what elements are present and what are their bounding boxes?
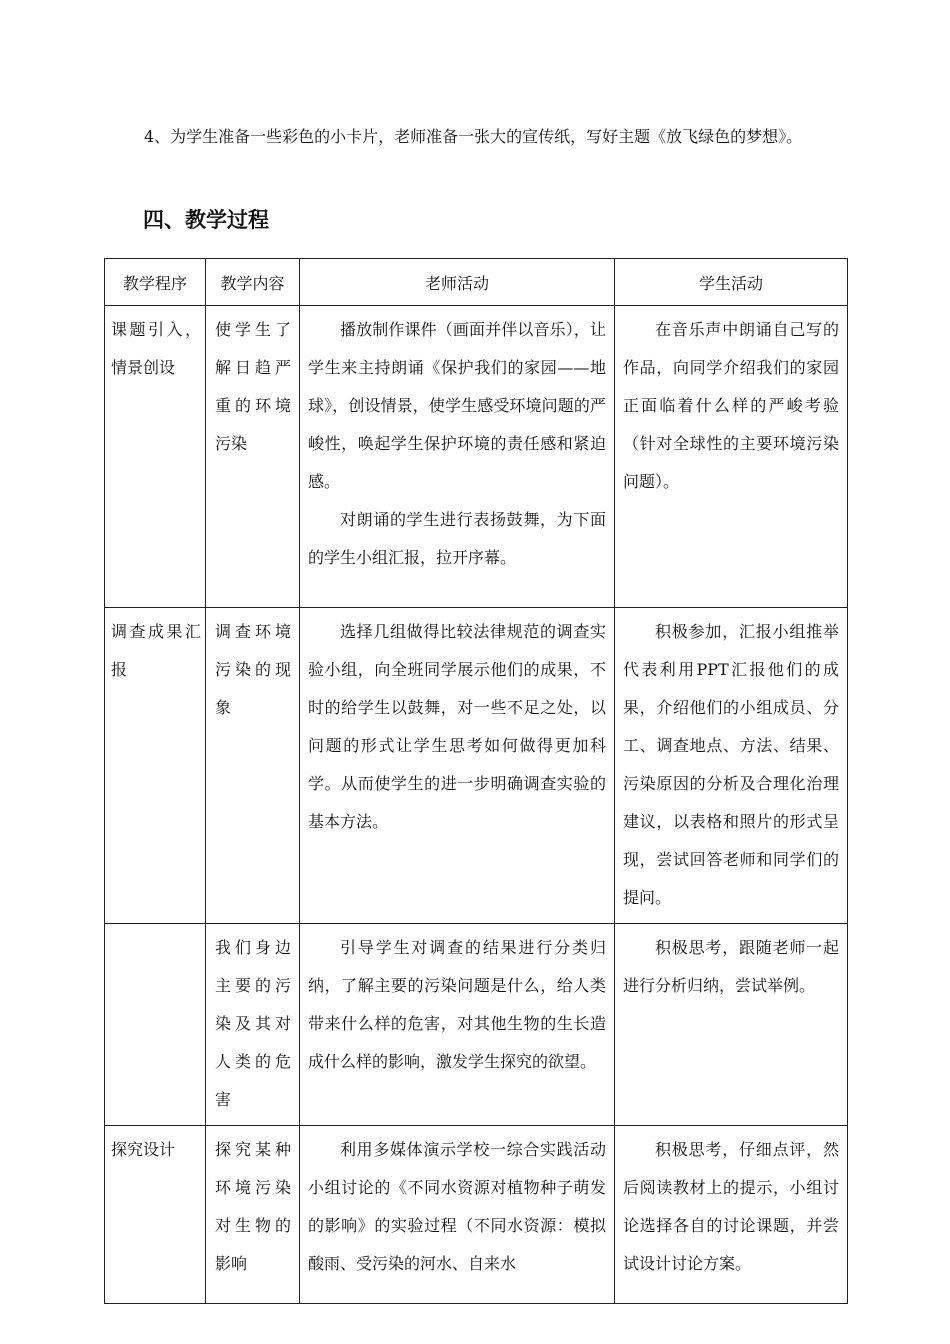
row-student-activity xyxy=(615,924,847,1011)
row-content: 使学生了解日趋严重的环境污染 xyxy=(215,320,291,453)
table-row xyxy=(105,306,848,608)
teacher-paragraph: 引导学生对调查的结果进行分类归纳，了解主要的污染问题是什么，给人类带来什么样的危害，对其他生物的生长造成什么样的影响，激发学生探究的欲望。 xyxy=(308,938,606,1071)
lesson-process-table xyxy=(104,258,848,1304)
table-row xyxy=(105,1126,848,1304)
teacher-paragraph: 播放制作课件（画面并伴以音乐），让学生来主持朗诵《保护我们的家园——地球》，创设情景，使学生感受环境问题的严峻性，唤起学生保护环境的责任感和紧迫感。 xyxy=(308,320,606,491)
section-heading: 四、教学过程 xyxy=(143,208,269,232)
table-row xyxy=(105,924,848,1126)
row-content: 探究某种环境污染对生物的影响 xyxy=(215,1140,291,1273)
row-program: 课题引入，情景创设 xyxy=(111,320,201,377)
header-content: 教学内容 xyxy=(206,259,300,306)
student-paragraph: 积极思考，仔细点评，然后阅读教材上的提示，小组讨论选择各自的讨论课题，并尝试设计讨论方案。 xyxy=(623,1140,839,1273)
student-paragraph: 积极思考，跟随老师一起进行分析归纳，尝试举例。 xyxy=(623,938,839,995)
intro-item-4: 4、为学生准备一些彩色的小卡片，老师准备一张大的宣传纸，写好主题《放飞绿色的梦想》。 xyxy=(144,127,803,146)
row-student-activity xyxy=(615,608,847,923)
row-content: 调查环境污染的现象 xyxy=(215,622,291,717)
student-paragraph: 积极参加，汇报小组推举代表利用PPT汇报他们的成果，介绍他们的小组成员、分工、调查地点、方法、结果、污染原因的分析及合理化治理建议，以表格和照片的形式呈现，尝试回答老师和同学们的提问。 xyxy=(623,622,839,907)
table-header-row xyxy=(105,259,848,306)
row-teacher-activity xyxy=(300,608,614,847)
row-program: 探究设计 xyxy=(111,1140,176,1159)
teacher-paragraph: 选择几组做得比较法律规范的调查实验小组，向全班同学展示他们的成果，不时的给学生以鼓舞，对一些不足之处，以问题的形式让学生思考如何做得更加科学。从而使学生的进一步明确调查实验的基本方法。 xyxy=(308,622,606,831)
row-teacher-activity xyxy=(300,1126,614,1289)
table-row xyxy=(105,608,848,924)
student-paragraph: 在音乐声中朗诵自己写的作品，向同学介绍我们的家园正面临着什么样的严峻考验（针对全球性的主要环境污染问题）。 xyxy=(623,320,839,491)
header-program: 教学程序 xyxy=(105,259,206,306)
row-teacher-activity xyxy=(300,924,614,1087)
row-student-activity xyxy=(615,1126,847,1289)
row-content: 我们身边主要的污染及其对人类的危害 xyxy=(215,938,291,1109)
row-program: 调查成果汇报 xyxy=(111,622,201,679)
header-teacher-activity: 老师活动 xyxy=(300,259,615,306)
row-student-activity xyxy=(615,306,847,507)
teacher-paragraph: 对朗诵的学生进行表扬鼓舞，为下面的学生小组汇报，拉开序幕。 xyxy=(308,510,606,567)
header-student-activity: 学生活动 xyxy=(615,259,848,306)
row-program xyxy=(105,924,205,935)
teacher-paragraph: 利用多媒体演示学校一综合实践活动小组讨论的《不同水资源对植物种子萌发的影响》的实验过程（不同水资源：模拟酸雨、受污染的河水、自来水 xyxy=(308,1140,606,1273)
row-teacher-activity xyxy=(300,306,614,583)
